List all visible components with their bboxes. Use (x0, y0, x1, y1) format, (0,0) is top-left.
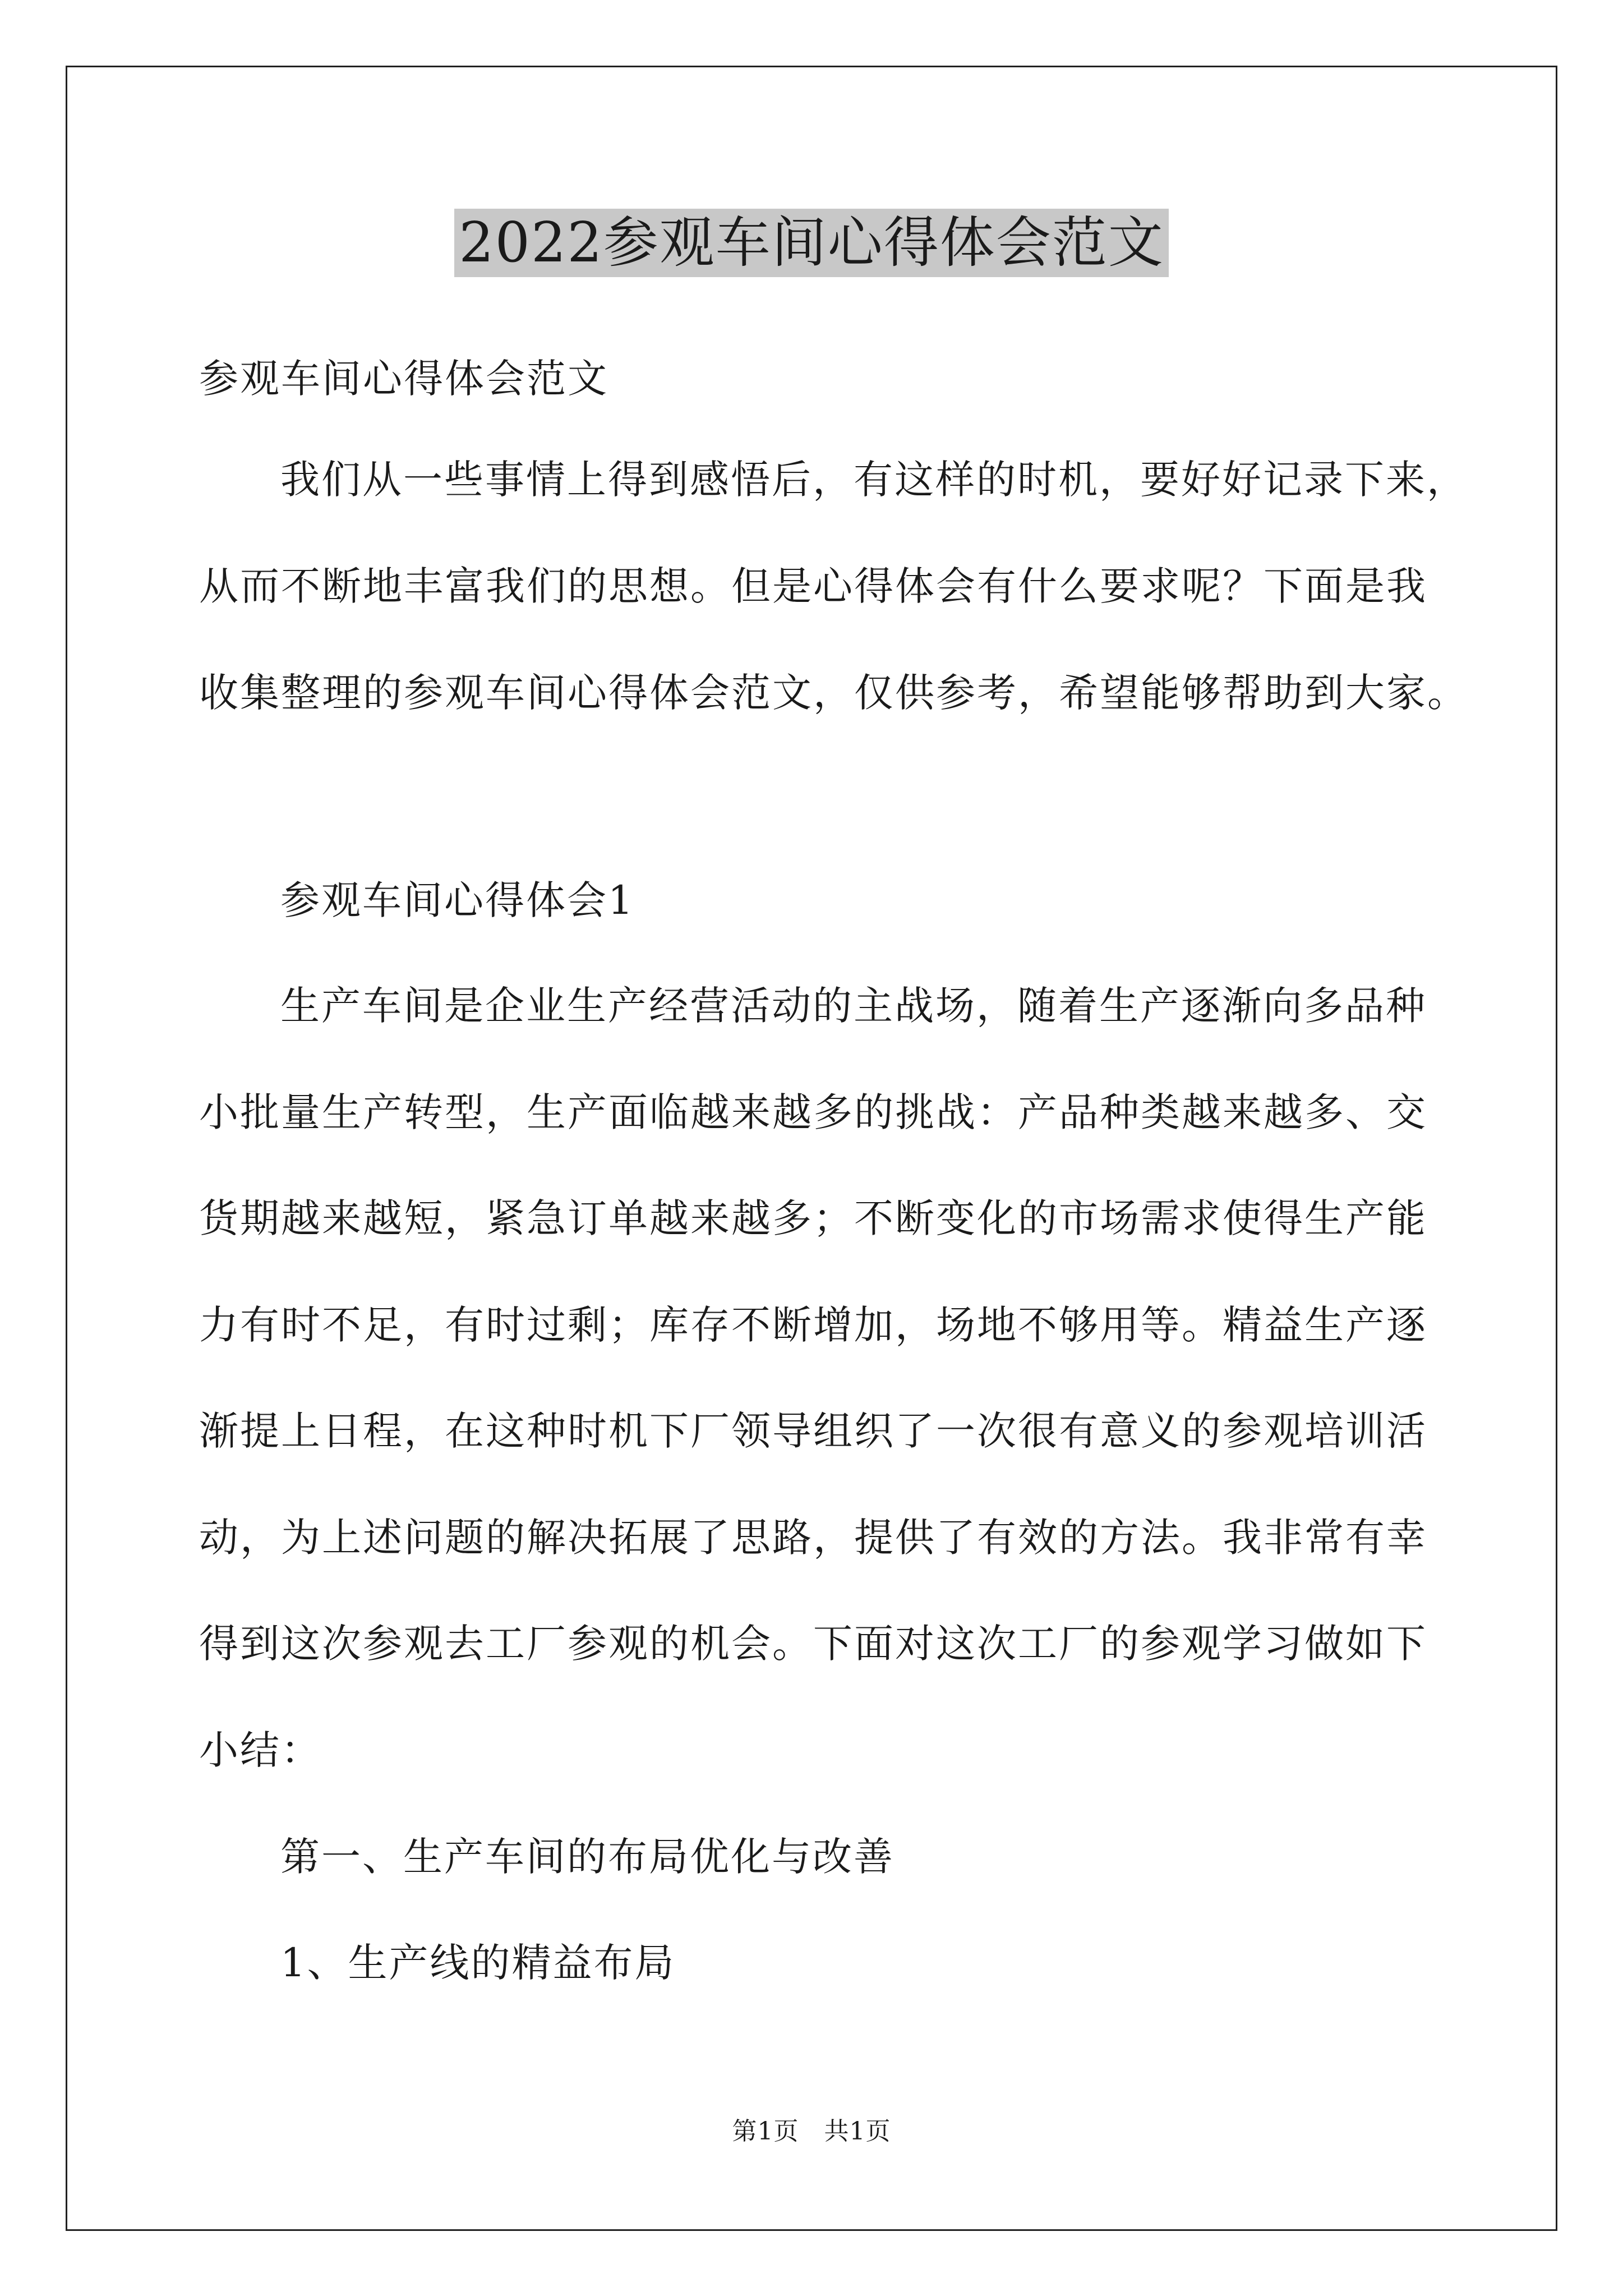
body-line-4: 力有时不足，有时过剩；库存不断增加，场地不够用等。精益生产逐 (199, 1302, 1427, 1348)
page-number-footer: 第1页 共1页 (732, 2117, 891, 2146)
body-line-7: 得到这次参观去工厂参观的机会。下面对这次工厂的参观学习做如下 (199, 1621, 1427, 1667)
body-line-2: 小批量生产转型，生产面临越来越多的挑战：产品种类越来越多、交 (199, 1089, 1427, 1135)
body-line-8: 小结： (199, 1727, 322, 1773)
point-one-subheading: 1、生产线的精益布局 (280, 1940, 676, 1986)
intro-line-3: 收集整理的参观车间心得体会范文，仅供参考，希望能够帮助到大家。 (199, 670, 1468, 716)
document-title-text: 2022参观车间心得体会范文 (454, 209, 1168, 277)
intro-line-2: 从而不断地丰富我们的思想。但是心得体会有什么要求呢？下面是我 (199, 563, 1427, 609)
body-line-1: 生产车间是企业生产经营活动的主战场，随着生产逐渐向多品种 (280, 983, 1427, 1029)
section-heading: 参观车间心得体会1 (280, 877, 635, 923)
body-line-6: 动，为上述问题的解决拓展了思路，提供了有效的方法。我非常有幸 (199, 1515, 1427, 1561)
document-subtitle: 参观车间心得体会范文 (199, 356, 608, 402)
point-one-heading: 第一、生产车间的布局优化与改善 (280, 1834, 895, 1880)
body-line-3: 货期越来越短，紧急订单越来越多；不断变化的市场需求使得生产能 (199, 1195, 1427, 1241)
intro-line-1: 我们从一些事情上得到感悟后，有这样的时机，要好好记录下来， (280, 457, 1468, 503)
document-title (0, 206, 1623, 279)
body-line-5: 渐提上日程，在这种时机下厂领导组织了一次很有意义的参观培训活 (199, 1408, 1427, 1454)
